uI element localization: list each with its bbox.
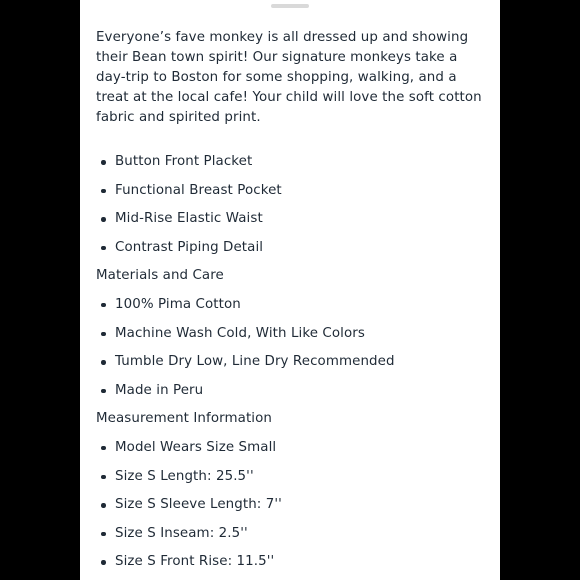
list-item: Contrast Piping Detail [96,234,488,263]
product-details-content [96,28,488,577]
list-item: Model Wears Size Small [96,434,488,463]
measurement-heading: Measurement Information [96,411,272,427]
measurement-list [96,434,488,577]
list-item: Size S Length: 25.5'' [96,463,488,492]
list-item: Button Front Placket [96,148,488,177]
list-item: Size S Sleeve Length: 7'' [96,491,488,520]
product-details-sheet [80,0,500,580]
list-item: Machine Wash Cold, With Like Colors [96,320,488,349]
product-description: Everyone’s fave monkey is all dressed up and showing their Bean town spirit! Our signature monkeys take a day-trip to Boston for some shopping, walking, and a treat at the local cafe! Your child will love the soft cotton fabric and spirited print. [96,30,482,125]
list-item: Functional Breast Pocket [96,177,488,206]
drag-handle[interactable] [271,4,309,8]
list-item: Tumble Dry Low, Line Dry Recommended [96,348,488,377]
list-item: Size S Inseam: 2.5'' [96,520,488,549]
list-item: Size S Front Rise: 11.5'' [96,548,488,577]
list-item: Made in Peru [96,377,488,406]
materials-list [96,291,488,405]
list-item: Mid-Rise Elastic Waist [96,205,488,234]
feature-list [96,148,488,262]
materials-heading: Materials and Care [96,268,224,284]
list-item: 100% Pima Cotton [96,291,488,320]
